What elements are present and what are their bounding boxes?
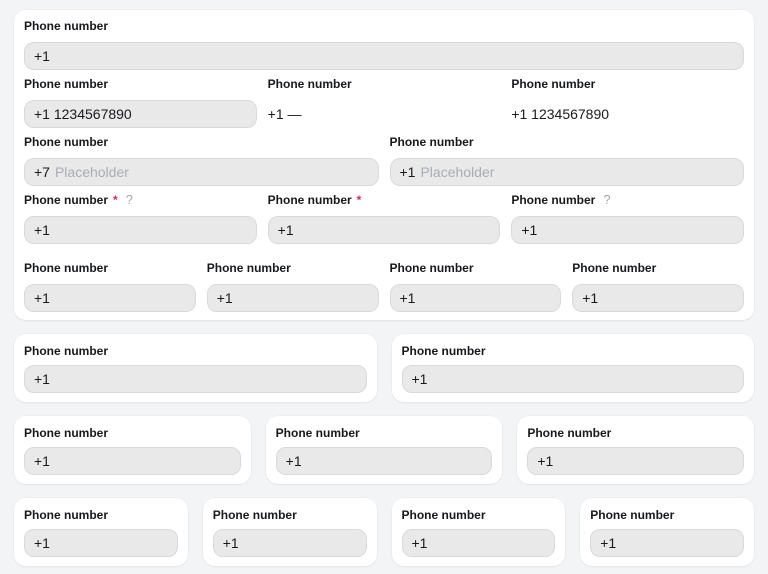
phone-card-third-2 bbox=[266, 416, 503, 484]
phone-prefix: +1 bbox=[521, 222, 538, 238]
field-label-text: Phone number bbox=[24, 135, 109, 149]
field-label-text: Phone number bbox=[24, 19, 109, 33]
phone-card-third-3 bbox=[517, 416, 754, 484]
phone-prefix: +1 bbox=[399, 164, 416, 180]
row-quarter-inputs bbox=[24, 262, 744, 312]
field-label-text: Phone number bbox=[24, 261, 109, 275]
phone-value: +1 1234567890 bbox=[34, 106, 132, 122]
phone-field-placeholder-us bbox=[390, 136, 745, 186]
half-cards-section bbox=[14, 334, 754, 402]
field-label bbox=[268, 194, 501, 206]
row-placeholders bbox=[24, 136, 744, 186]
phone-prefix: +1 bbox=[537, 453, 554, 469]
field-label-text: Phone number bbox=[401, 344, 486, 358]
phone-input-card-quarter-3[interactable] bbox=[402, 529, 556, 557]
phone-prefix: +1 bbox=[216, 290, 233, 306]
phone-prefix: +1 bbox=[411, 535, 428, 551]
phone-prefix: +1 bbox=[277, 222, 294, 238]
phone-input-half-1[interactable] bbox=[24, 365, 367, 393]
phone-card-quarter-3 bbox=[392, 498, 566, 566]
field-label-text: Phone number bbox=[527, 426, 612, 440]
field-label bbox=[572, 262, 744, 274]
required-asterisk-icon: * bbox=[113, 193, 118, 207]
phone-placeholder-text: Placeholder bbox=[420, 164, 495, 180]
field-label-text: Phone number bbox=[590, 508, 675, 522]
phone-field-quarter-1 bbox=[24, 262, 196, 312]
phone-prefix: +1 bbox=[399, 290, 416, 306]
field-label-text: Phone number bbox=[267, 77, 352, 91]
field-label-text: Phone number bbox=[24, 508, 109, 522]
phone-input-help[interactable] bbox=[511, 216, 744, 244]
field-label bbox=[24, 194, 257, 206]
phone-prefix: +1 bbox=[600, 535, 617, 551]
phone-input-half-2[interactable] bbox=[402, 365, 745, 393]
phone-field-placeholder-ru bbox=[24, 136, 379, 186]
phone-fields-card bbox=[14, 10, 754, 320]
phone-prefix: +1 bbox=[34, 48, 50, 64]
phone-prefix: +1 bbox=[34, 222, 50, 238]
field-label-text: Phone number bbox=[401, 508, 486, 522]
row-required-help bbox=[24, 194, 744, 244]
phone-input-quarter-1[interactable] bbox=[24, 284, 196, 312]
field-label-text: Phone number bbox=[511, 77, 596, 91]
phone-input-placeholder-ru[interactable] bbox=[24, 158, 379, 186]
phone-prefix: +1 bbox=[222, 535, 239, 551]
phone-input-placeholder-us[interactable] bbox=[390, 158, 745, 186]
field-label-text: Phone number bbox=[24, 426, 109, 440]
help-icon[interactable]: ? bbox=[603, 192, 611, 207]
field-label bbox=[24, 78, 257, 90]
field-label bbox=[511, 78, 744, 90]
phone-input-third-1[interactable] bbox=[24, 447, 241, 475]
field-label-text: Phone number bbox=[511, 193, 596, 207]
field-label bbox=[390, 262, 562, 274]
phone-input-third-3[interactable] bbox=[527, 447, 744, 475]
phone-card-half-2 bbox=[392, 334, 755, 402]
phone-input-quarter-3[interactable] bbox=[390, 284, 562, 312]
phone-field-filled bbox=[24, 78, 257, 128]
phone-readonly-filled-value: +1 1234567890 bbox=[511, 106, 610, 122]
field-label bbox=[24, 509, 178, 521]
field-label bbox=[24, 427, 241, 439]
field-label bbox=[527, 427, 744, 439]
phone-input-quarter-4[interactable] bbox=[572, 284, 744, 312]
phone-card-half-1 bbox=[14, 334, 377, 402]
field-label bbox=[402, 509, 556, 521]
phone-input-required-help[interactable] bbox=[24, 216, 257, 244]
phone-field-quarter-3 bbox=[390, 262, 562, 312]
help-icon[interactable]: ? bbox=[125, 192, 133, 207]
field-label-text: Phone number bbox=[212, 508, 297, 522]
phone-input-third-2[interactable] bbox=[276, 447, 493, 475]
phone-input-full-width[interactable] bbox=[24, 42, 744, 70]
phone-field-readonly-filled bbox=[511, 78, 744, 128]
field-label bbox=[402, 345, 745, 357]
phone-input-card-quarter-1[interactable] bbox=[24, 529, 178, 557]
phone-field-quarter-4 bbox=[572, 262, 744, 312]
phone-prefix: +1 bbox=[582, 290, 599, 306]
phone-prefix: +1 bbox=[34, 290, 50, 306]
field-label bbox=[390, 136, 745, 148]
field-label-text: Phone number bbox=[24, 344, 109, 358]
phone-prefix: +7 bbox=[34, 164, 50, 180]
phone-field-readonly-empty bbox=[268, 78, 501, 128]
row-full-width bbox=[24, 20, 744, 70]
field-label-text: Phone number bbox=[267, 193, 352, 207]
phone-input-quarter-2[interactable] bbox=[207, 284, 379, 312]
field-label-text: Phone number bbox=[24, 193, 109, 207]
field-label bbox=[268, 78, 501, 90]
phone-field-required-help bbox=[24, 194, 257, 244]
field-label bbox=[590, 509, 744, 521]
phone-input-card-quarter-2[interactable] bbox=[213, 529, 367, 557]
row-readonly-variants bbox=[24, 78, 744, 128]
phone-card-third-1 bbox=[14, 416, 251, 484]
phone-input-filled[interactable] bbox=[24, 100, 257, 128]
field-label bbox=[207, 262, 379, 274]
phone-prefix: +1 bbox=[285, 453, 302, 469]
field-label-text: Phone number bbox=[389, 261, 474, 275]
phone-card-quarter-4 bbox=[580, 498, 754, 566]
field-label bbox=[24, 136, 379, 148]
field-label-text: Phone number bbox=[206, 261, 291, 275]
phone-prefix: +1 bbox=[411, 371, 428, 387]
phone-field-help bbox=[511, 194, 744, 244]
phone-placeholder-text: Placeholder bbox=[54, 164, 129, 180]
phone-prefix: +1 bbox=[34, 453, 50, 469]
quarter-cards-section bbox=[14, 498, 754, 566]
field-label bbox=[511, 194, 744, 206]
phone-readonly-empty-value: +1 — bbox=[267, 106, 302, 122]
phone-field-required bbox=[268, 194, 501, 244]
field-label-text: Phone number bbox=[275, 426, 360, 440]
field-label-text: Phone number bbox=[389, 135, 474, 149]
phone-field-quarter-2 bbox=[207, 262, 379, 312]
field-label-text: Phone number bbox=[572, 261, 657, 275]
field-label-text: Phone number bbox=[24, 77, 109, 91]
phone-input-card-quarter-4[interactable] bbox=[590, 529, 744, 557]
phone-card-quarter-1 bbox=[14, 498, 188, 566]
field-label bbox=[213, 509, 367, 521]
phone-prefix: +1 bbox=[34, 535, 50, 551]
required-asterisk-icon: * bbox=[356, 193, 362, 207]
field-label bbox=[24, 262, 196, 274]
phone-card-quarter-2 bbox=[203, 498, 377, 566]
field-label bbox=[24, 20, 744, 32]
phone-field-full-width bbox=[24, 20, 744, 70]
third-cards-section bbox=[14, 416, 754, 484]
phone-prefix: +1 bbox=[34, 371, 50, 387]
field-label bbox=[24, 345, 367, 357]
field-label bbox=[276, 427, 493, 439]
phone-input-required[interactable] bbox=[268, 216, 501, 244]
